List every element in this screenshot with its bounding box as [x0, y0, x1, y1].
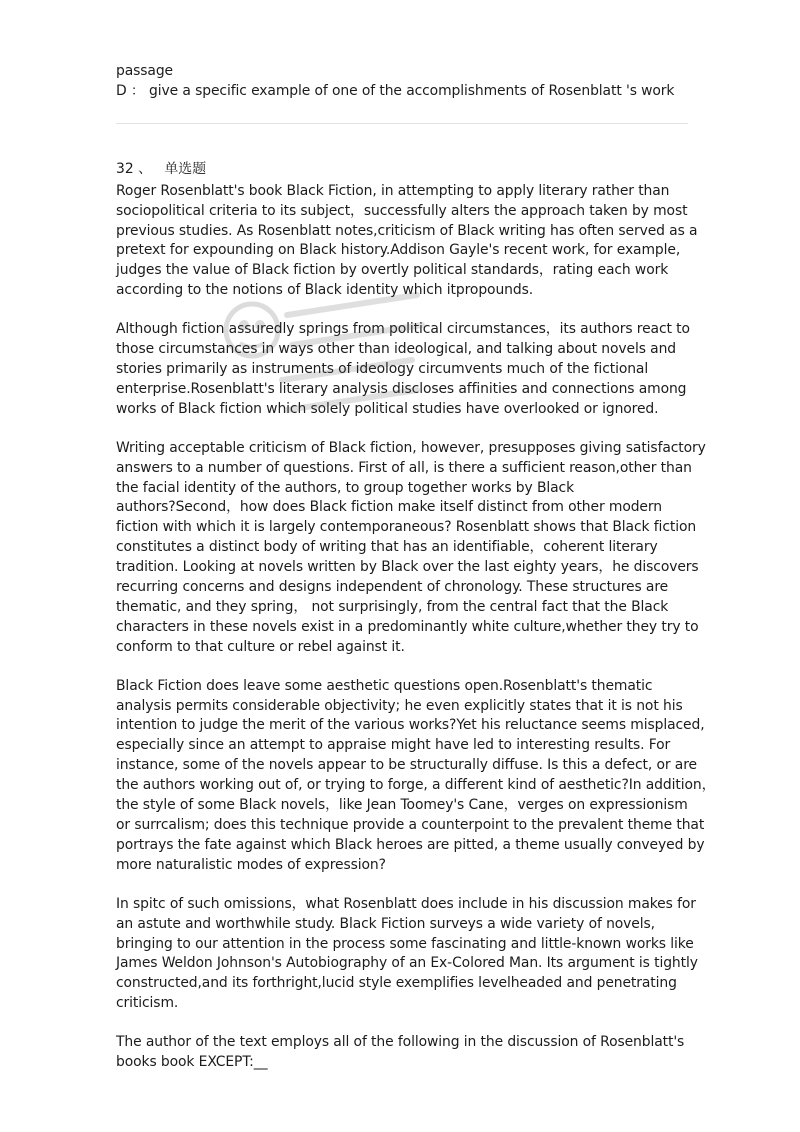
text-line: instance, some of the novels appear to be structurally diffuse. Is this a defect, or are — [116, 757, 697, 774]
text-line: intention to judge the merit of the various works?Yet his reluctance seems misplaced, — [116, 717, 705, 734]
question-divider — [116, 123, 688, 124]
text-line: fiction with which it is largely contemporaneous? Rosenblatt shows that Black fiction — [116, 519, 697, 536]
document-page — [116, 62, 716, 1092]
text-line: Roger Rosenblatt's book Black Fiction, in attempting to apply literary rather than — [116, 182, 670, 199]
text-line: answers to a number of questions. First of all, is there a sufficient reason,other than — [116, 459, 692, 476]
text-line: those circumstances in ways other than ideological, and talking about novels and — [116, 341, 676, 358]
text-line: Although fiction assuredly springs from political circumstances，its authors react to — [116, 321, 690, 338]
passage-paragraph — [116, 439, 706, 658]
passage-paragraph — [116, 320, 688, 420]
text-line: Black Fiction does leave some aesthetic questions open.Rosenblatt's thematic — [116, 677, 653, 694]
text-line: bringing to our attention in the process some fascinating and little-known works like — [116, 935, 694, 952]
answer-option-d: D ： give a specific example of one of the accomplishments of Rosenblatt 's work — [116, 82, 675, 99]
text-line: the facial identity of the authors, to group together works by Black — [116, 479, 575, 496]
text-line: stories primarily as instruments of ideology circumvents much of the fictional — [116, 360, 649, 377]
text-line: conform to that culture or rebel against it. — [116, 638, 405, 655]
passage-paragraph — [116, 677, 716, 876]
text-line: recurring concerns and designs independent of chronology. These structures are — [116, 579, 669, 596]
passage-paragraph — [116, 895, 698, 1014]
passage-paragraph — [116, 182, 698, 301]
text-line: criticism. — [116, 995, 179, 1012]
text-line: works of Black fiction which solely political studies have overlooked or ignored. — [116, 400, 659, 417]
text-line: the style of some Black novels，like Jean Toomey's Cane，verges on expressionism — [116, 797, 688, 814]
text-line: In spitc of such omissions，what Rosenblatt does include in his discussion makes for — [116, 895, 696, 912]
text-line: tradition. Looking at novels written by Black over the last eighty years，he discovers — [116, 559, 699, 576]
text-line: an astute and worthwhile study. Black Fiction surveys a wide variety of novels, — [116, 915, 655, 932]
text-line: constitutes a distinct body of writing that has an identifiable，coherent literary — [116, 539, 658, 556]
question-type: 单选题 — [164, 160, 207, 177]
passage-paragraph — [116, 1033, 688, 1073]
text-line: or surrcalism; does this technique provide a counterpoint to the prevalent theme that — [116, 817, 705, 833]
text-line: The author of the text employs all of the following in the discussion of Rosenblatt's — [116, 1034, 685, 1051]
text-line: passage — [116, 63, 173, 79]
question-header — [116, 160, 688, 180]
text-line: portrays the fate against which Black heroes are pitted, a theme usually conveyed by — [116, 836, 705, 853]
text-line: characters in these novels exist in a predominantly white culture,whether they try to — [116, 618, 699, 635]
text-line: pretext for expounding on Black history.Addison Gayle's recent work, for example, — [116, 242, 681, 259]
text-line: thematic, and they spring， not surprisingly, from the central fact that the Black — [116, 598, 669, 615]
text-line: constructed,and its forthright,lucid style exemplifies levelheaded and penetrating — [116, 975, 677, 992]
question-number: 32 、 — [116, 160, 152, 177]
text-line: analysis permits considerable objectivity; he even explicitly states that it is not his — [116, 697, 683, 714]
text-line: James Weldon Johnson's Autobiography of an Ex-Colored Man. Its argument is tightly — [116, 955, 698, 972]
text-line: enterprise.Rosenblatt's literary analysis discloses affinities and connections among — [116, 380, 687, 397]
text-line: according to the notions of Black identity which itpropounds. — [116, 282, 534, 299]
text-line: judges the value of Black fiction by overtly political standards，rating each work — [116, 262, 669, 279]
text-line: more naturalistic modes of expression? — [116, 856, 386, 873]
text-line: sociopolitical criteria to its subject，successfully alters the approach taken by most — [116, 202, 688, 219]
text-line: Writing acceptable criticism of Black fiction, however, presupposes giving satisfactory — [116, 439, 706, 456]
text-line: previous studies. As Rosenblatt notes,criticism of Black writing has often served as a — [116, 222, 698, 239]
question-passage — [116, 182, 716, 1073]
text-line: especially since an attempt to appraise might have led to interesting results. For — [116, 737, 671, 754]
text-line: books book EXCEPT:__ — [116, 1054, 268, 1071]
previous-question-tail — [116, 62, 688, 102]
text-line: authors?Second，how does Black fiction make itself distinct from other modern — [116, 499, 662, 516]
text-line: the authors working out of, or trying to forge, a different kind of aesthetic?In addition， — [116, 777, 716, 794]
